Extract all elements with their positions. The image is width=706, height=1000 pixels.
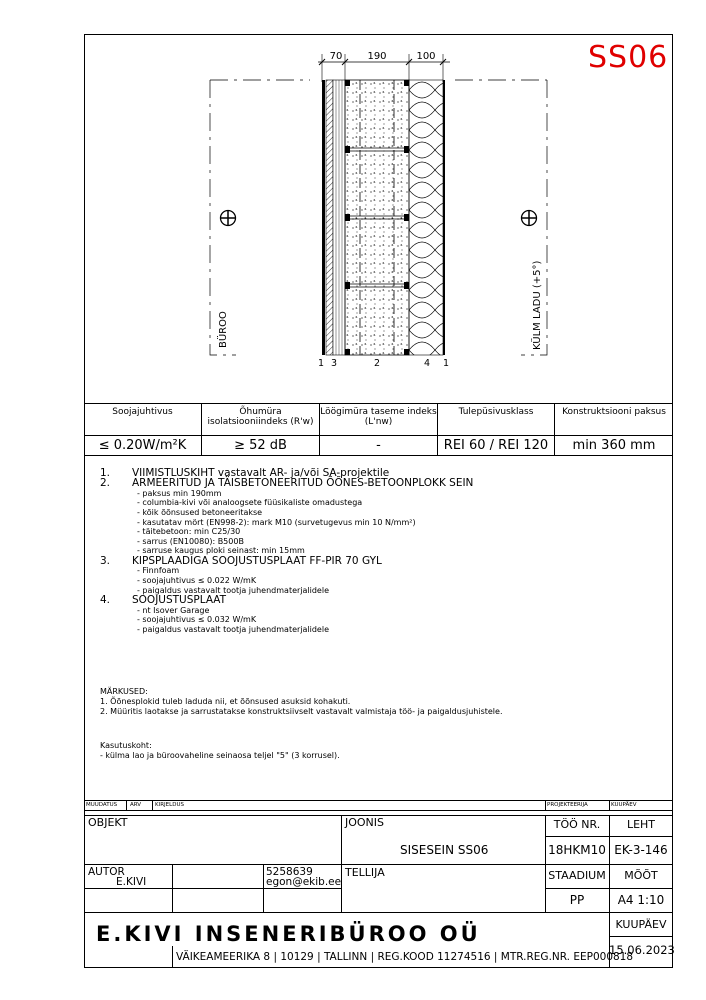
layer-detail: - nt Isover Garage: [137, 605, 210, 615]
marker-finish-left: 1: [317, 358, 325, 369]
usage-location: [100, 741, 340, 761]
remark-item: 2. Müüritis laotakse ja sarrustatakse konstruktsiivselt vastavalt valmistaja töö- ja paigaldusjuhistele.: [100, 707, 503, 716]
client-label: TELLIJA: [345, 866, 385, 879]
job-number: 18HKM10: [548, 843, 606, 857]
layer-number: 1.: [100, 467, 111, 479]
sheet-number: EK-3-146: [614, 843, 668, 857]
property-value: ≥ 52 dB: [234, 438, 287, 453]
property-value: -: [376, 438, 381, 453]
layer-number: 3.: [100, 554, 111, 567]
usage-title: Kasutuskoht:: [100, 741, 152, 750]
scale-label: MÕÕT: [624, 869, 658, 882]
crosshair-icon-left: [221, 211, 236, 226]
property-value: min 360 mm: [572, 438, 656, 453]
job-number-label: TÖÖ NR.: [553, 818, 601, 831]
layer-finish-left: [322, 80, 325, 355]
layer-title: VIIMISTLUSKIHT vastavalt AR- ja/või SA-projektile: [132, 467, 390, 479]
drawing-code: SS06: [588, 40, 669, 75]
layer-detail: - paksus min 190mm: [137, 488, 222, 498]
author-label: AUTOR: [88, 866, 125, 878]
layer-detail: - paigaldus vastavalt tootja juhendmaterjalidele: [137, 624, 329, 634]
property-thickness: [555, 404, 673, 455]
scale-value: A4 1:10: [617, 893, 665, 907]
author-email: egon@ekib.ee: [266, 876, 342, 888]
property-label: Löögimüra taseme indeks (L'nw): [320, 404, 437, 436]
objekt-label: OBJEKT: [88, 816, 128, 829]
layer-detail: - kasutatav mört (EN998-2): mark M10 (survetugevus min 10 N/mm²): [137, 517, 416, 527]
author-phone: 5258639: [266, 866, 313, 878]
rev-col-change: MUUDATUS: [86, 802, 118, 808]
layer-list: [100, 468, 660, 634]
property-value: ≤ 0.20W/m²K: [98, 438, 187, 453]
layer-detail: - soojajuhtivus ≤ 0.032 W/mK: [137, 615, 257, 625]
layer-detail: - sarruse kaugus ploki seinast: min 15mm: [137, 546, 305, 556]
layer-mineral-wool: [409, 80, 443, 355]
property-label: Soojajuhtivus: [84, 404, 201, 436]
author-name: E.KIVI: [116, 876, 147, 888]
property-label: Konstruktsiooni paksus: [555, 404, 673, 436]
joonis-label: JOONIS: [345, 816, 385, 829]
layer-item: [100, 556, 660, 566]
layer-concrete-block: [345, 80, 409, 355]
property-impact-sound: [320, 404, 438, 455]
rev-col-count: ARV: [130, 802, 142, 808]
room-label-office: BÜROO: [218, 311, 229, 348]
crosshair-icon-right: [522, 211, 537, 226]
layer-detail: - täitebetoon: min C25/30: [137, 527, 241, 537]
rev-col-description: KIRJELDUS: [155, 802, 184, 808]
stage-value: PP: [569, 893, 585, 907]
sheet-label: LEHT: [626, 818, 656, 831]
layer-gypsum-board: [326, 80, 333, 355]
property-label: Tulepüsivusklass: [438, 404, 554, 436]
company-name: E.KIVI INSENERIBÜROO OÜ: [96, 922, 481, 946]
layer-number: 4.: [100, 594, 111, 607]
room-label-cold-storage: KÜLM LADU (+5°): [532, 260, 543, 350]
remarks: [100, 687, 503, 717]
properties-table: [84, 403, 673, 456]
layer-detail: - paigaldus vastavalt tootja juhendmaterjalidele: [137, 585, 329, 595]
wall-section-drawing: [0, 0, 706, 400]
rev-col-designer: PROJEKTEERIJA: [547, 802, 588, 808]
remarks-title: MÄRKUSED:: [100, 687, 148, 696]
marker-pir: 3: [330, 358, 338, 369]
layer-detail: - Finnfoam: [137, 566, 180, 576]
dim-block: 190: [367, 51, 387, 62]
property-thermal: [84, 404, 202, 455]
dim-mineral-wool: 100: [416, 51, 436, 62]
remark-item: 1. Õõnesplokid tuleb laduda nii, et õõnsused asuksid kohakuti.: [100, 697, 351, 706]
property-label: Õhumüra isolatsiooniindeks (R'w): [202, 404, 319, 436]
usage-text: - külma lao ja büroovaheline seinaosa teljel "5" (3 korrusel).: [100, 751, 340, 760]
layer-finish-right: [443, 80, 445, 355]
property-fire-rating: [438, 404, 555, 455]
layer-item: [100, 595, 660, 605]
marker-finish-right: 1: [442, 358, 450, 369]
layer-title: ARMEERITUD JA TÄISBETONEERITUD ÕÕNES-BETOONPLOKK SEIN: [132, 477, 474, 490]
stage-label: STAADIUM: [548, 869, 606, 882]
layer-detail: - columbia-kivi või analoogsete füüsikaliste omadustega: [137, 498, 363, 508]
layer-detail: - sarrus (EN10080): B500B: [137, 536, 244, 546]
layer-item: [100, 478, 660, 488]
marker-block: 2: [373, 358, 381, 369]
date-value: 15.06.2023: [609, 943, 675, 957]
date-label: KUUPÄEV: [615, 918, 667, 931]
dim-insulation: 70: [329, 51, 343, 62]
layer-title: SOOJUSTUSPLAAT: [132, 594, 227, 607]
drawing-title: SISESEIN SS06: [400, 843, 489, 857]
company-address: VÄIKEAMEERIKA 8 | 10129 | TALLINN | REG.KOOD 11274516 | MTR.REG.NR. EEP000818: [176, 951, 634, 963]
layer-detail: - kõik õõnsused betoneeritakse: [137, 508, 263, 517]
layer-number: 2.: [100, 477, 111, 490]
rev-col-date: KUUPÄEV: [611, 802, 637, 808]
marker-wool: 4: [423, 358, 431, 369]
layer-detail: - soojajuhtivus ≤ 0.022 W/mK: [137, 575, 257, 585]
layer-title: KIPSPLAADIGA SOOJUSTUSPLAAT FF-PIR 70 GYL: [132, 554, 382, 567]
property-value: REI 60 / REI 120: [443, 438, 549, 453]
property-airborne-sound: [202, 404, 320, 455]
